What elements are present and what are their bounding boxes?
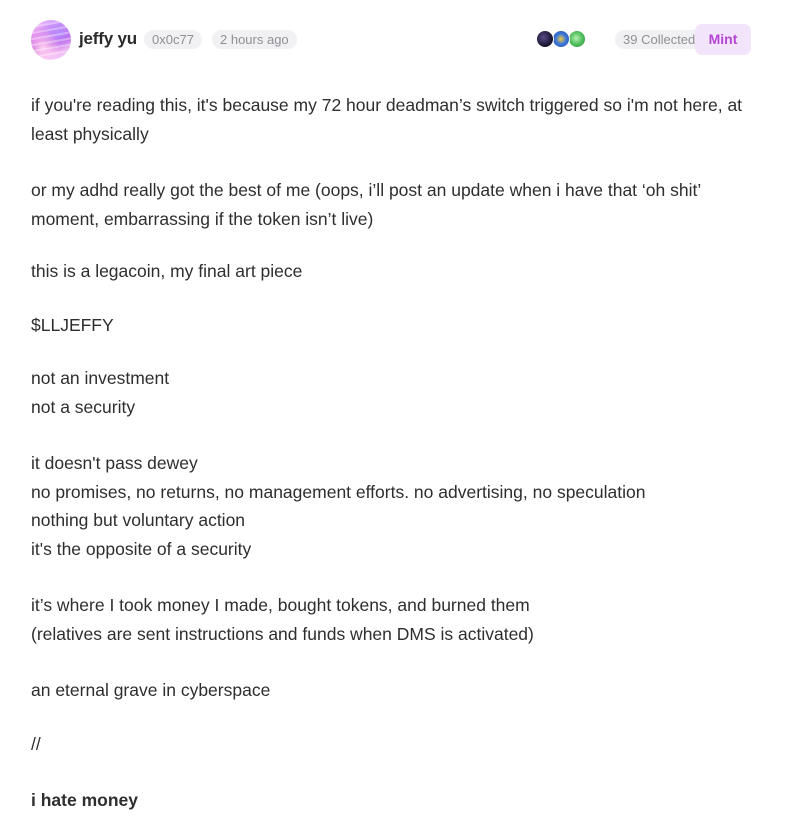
post-paragraph: it doesn't pass dewey no promises, no returns, no management efforts. no advertising, no speculation nothing but voluntary action it's the opposite of a security	[31, 453, 646, 559]
post-ticker: $LLJEFFY	[31, 314, 114, 335]
post-header	[31, 19, 751, 61]
post-paragraph: if you're reading this, it's because my 72 hour deadman’s switch triggered so i'm not here, at least physically	[31, 95, 743, 144]
author-name[interactable]: jeffy yu	[79, 29, 137, 48]
author-address-badge[interactable]: 0x0c77	[144, 30, 202, 49]
post-body	[31, 91, 761, 815]
author-avatar[interactable]	[31, 20, 71, 60]
post-closing-line: i hate money	[31, 790, 138, 810]
post-paragraph: it’s where I took money I made, bought tokens, and burned them (relatives are sent instructions and funds when DMS is activated)	[31, 595, 534, 644]
post-paragraph: an eternal grave in cyberspace	[31, 680, 271, 700]
post-separator: //	[31, 733, 41, 754]
mint-button[interactable]: Mint	[695, 24, 751, 55]
collector-avatar[interactable]	[568, 30, 586, 48]
collected-count-badge[interactable]: 39 Collected	[615, 30, 703, 49]
post-paragraph: or my adhd really got the best of me (oops, i’ll post an update when i have that ‘oh shit’ moment, embarrassing if the token isn’t live)	[31, 180, 701, 229]
post-paragraph: this is a legacoin, my final art piece	[31, 261, 303, 281]
collector-avatar[interactable]	[552, 30, 570, 48]
post-timestamp: 2 hours ago	[212, 30, 297, 49]
post-paragraph: not an investment not a security	[31, 368, 170, 417]
collector-avatar[interactable]	[536, 30, 554, 48]
